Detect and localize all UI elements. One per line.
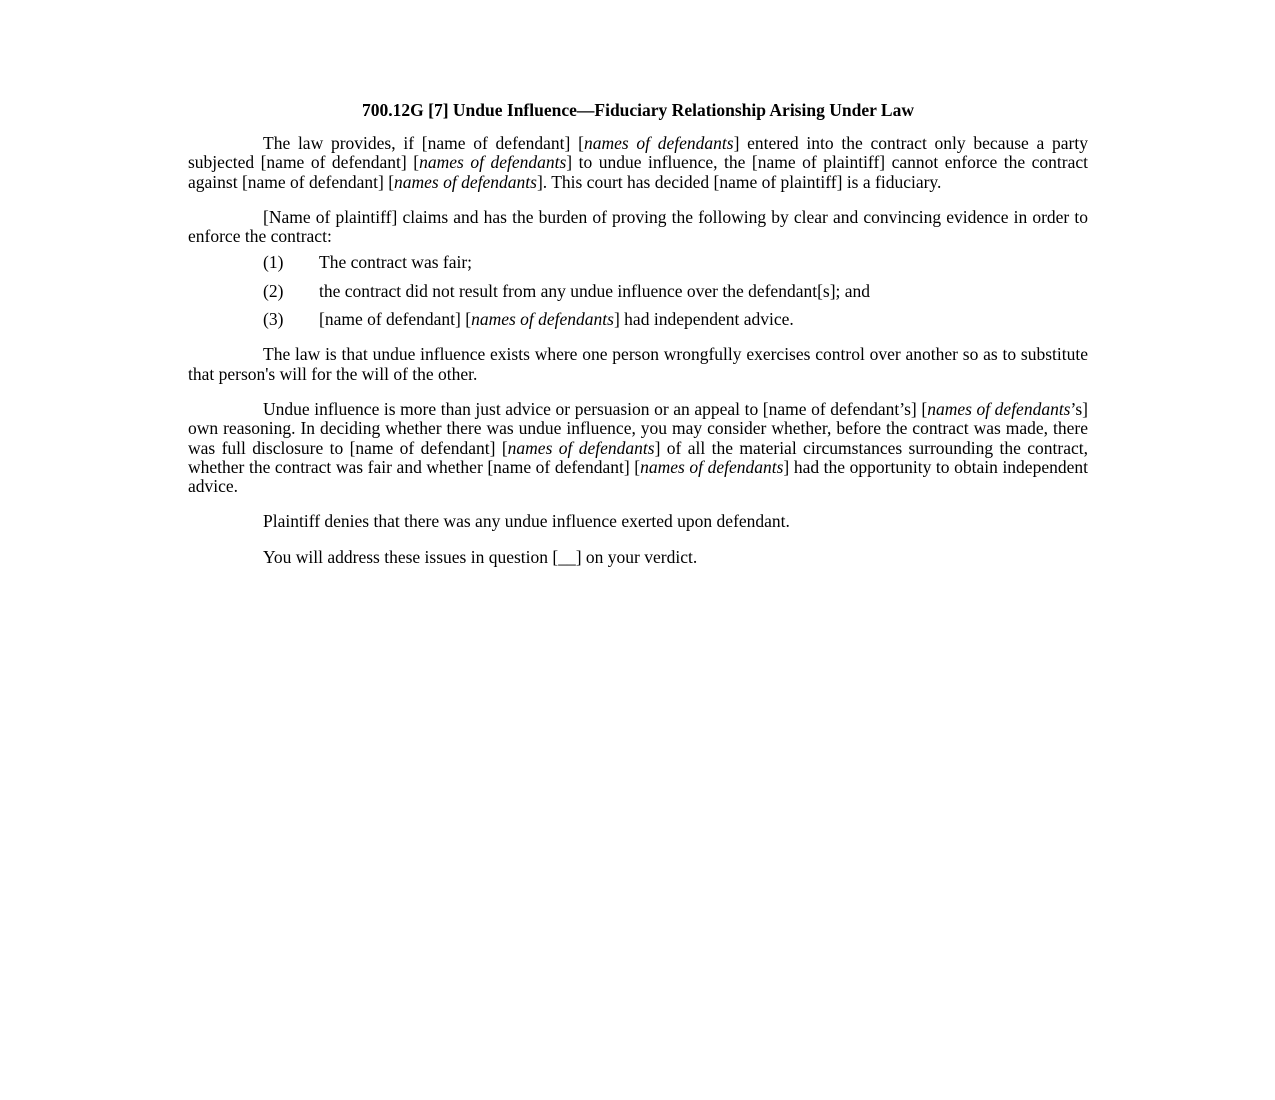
text-segment: The contract was fair;	[319, 252, 473, 273]
text-segment: You will address these issues in question [__] on your verdict.	[263, 546, 698, 567]
text-segment-italic: names of defendants	[394, 171, 537, 192]
paragraph-fiduciary-intro	[188, 134, 1088, 192]
elements-list	[188, 253, 1088, 329]
text-segment: ] entered into the contract only because a party subjected [name of defendant] [	[188, 133, 1088, 173]
text-segment: the contract did not result from any undue influence over the defendant[s]; and	[319, 280, 871, 301]
text-segment-italic: names of defendants	[583, 133, 734, 153]
list-item-text	[319, 253, 1088, 272]
text-segment-italic: names of defendants	[507, 437, 655, 458]
paragraph-plaintiff-denial	[188, 512, 1088, 531]
text-segment-italic: names of defendants	[927, 398, 1071, 419]
text-segment-italic: names of defendants	[471, 309, 614, 330]
paragraph-undue-influence-factors	[188, 400, 1088, 496]
list-item-number: (2)	[263, 280, 284, 301]
text-segment: ]. This court has decided [name of plaintiff] is a fiduciary.	[536, 171, 942, 192]
text-segment-italic: names of defendants	[640, 456, 784, 477]
text-segment: ] had independent advice.	[613, 309, 794, 330]
list-item	[188, 253, 1088, 272]
text-segment: ’s] own reasoning. In deciding whether there was undue influence, you may consider whether, before the contract was made, there was full disclosure to [name of defendant] [	[188, 398, 1088, 458]
list-item-number: (1)	[263, 252, 284, 273]
text-segment: The law provides, if [name of defendant] [	[263, 133, 584, 153]
list-item	[188, 310, 1088, 329]
document-page	[188, 98, 1088, 583]
text-segment: ] of all the material circumstances surrounding the contract, whether the contract was fair and whether [name of defendant] [	[188, 437, 1088, 477]
text-segment: ] to undue influence, the [name of plaintiff] cannot enforce the contract against [name of defendant] [	[188, 152, 1088, 192]
list-item	[188, 282, 1088, 301]
text-segment: [Name of plaintiff] claims and has the burden of proving the following by clear and convincing evidence in order to enforce the contract:	[188, 206, 1088, 247]
paragraph-verdict-question	[188, 548, 1088, 567]
list-item-text	[319, 282, 1088, 301]
text-segment: The law is that undue influence exists where one person wrongfully exercises control over another so as to substitute that person's will for the will of the other.	[188, 344, 1088, 384]
text-segment-italic: names of defendants	[419, 152, 567, 173]
list-item-text	[319, 310, 1088, 329]
list-item-number: (3)	[263, 309, 284, 330]
text-segment: Plaintiff denies that there was any undue influence exerted upon defendant.	[263, 511, 790, 532]
paragraph-undue-influence-definition	[188, 345, 1088, 384]
text-segment: Undue influence is more than just advice or persuasion or an appeal to [name of defendant’s] [	[263, 398, 928, 419]
paragraph-burden-of-proof	[188, 208, 1088, 247]
document-title: 700.12G [7] Undue Influence—Fiduciary Relationship Arising Under Law	[362, 100, 914, 120]
text-segment: [name of defendant] [	[319, 309, 472, 330]
text-segment: ] had the opportunity to obtain independent advice.	[188, 456, 1088, 497]
